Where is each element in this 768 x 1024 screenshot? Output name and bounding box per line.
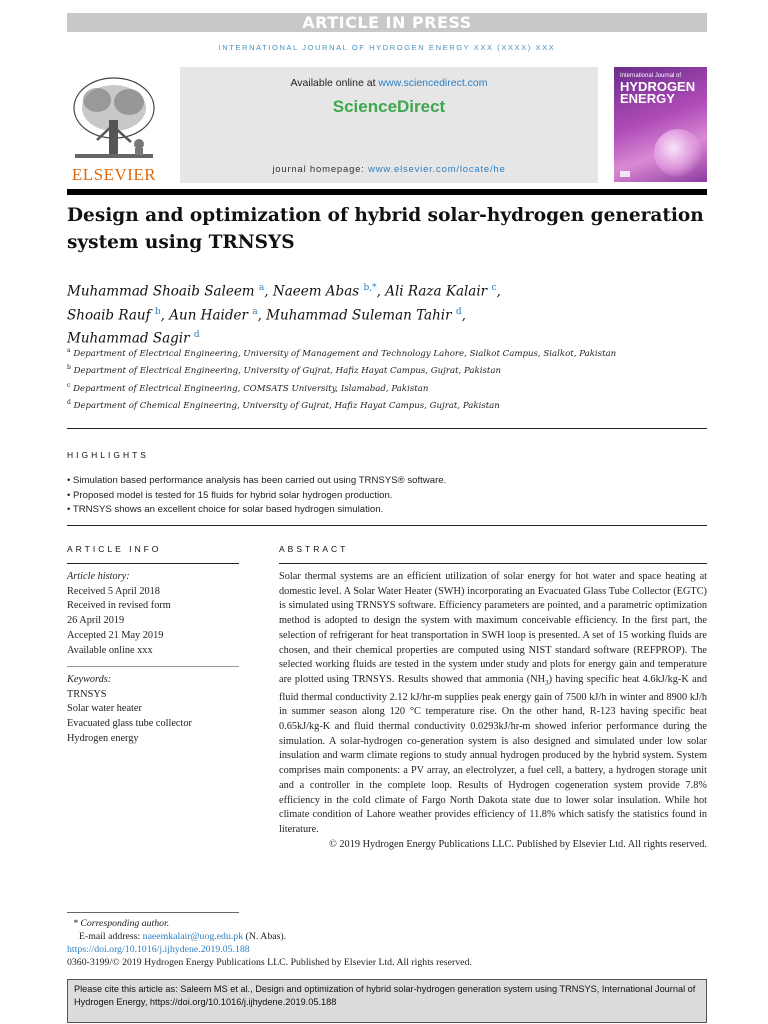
author-affil-mark[interactable]: b (154, 306, 161, 317)
highlight-item: • TRNSYS shows an excellent choice for solar based hydrogen simulation. (67, 504, 384, 516)
journal-homepage-link[interactable]: www.elsevier.com/locate/he (368, 164, 506, 175)
cover-title: HYDROGEN ENERGY (620, 79, 696, 106)
elsevier-wordmark: ELSEVIER (71, 165, 157, 184)
journal-cover-image (614, 67, 707, 182)
keyword[interactable]: TRNSYS (67, 688, 107, 700)
issn-line: 0360-3199/© 2019 Hydrogen Energy Publications LLC. Published by Elsevier Ltd. All rights reserved. (67, 957, 472, 968)
author-list: Muhammad Shoaib Saleem $^a$, Naeem Abas $^{b,*}$, Ali Raza Kalair $^c$, Shoaib Rauf $^b$, Aun Haider $^a$, Muhammad Suleman Tahir $^d$, Muhammad Sagir $^d$ (67, 283, 501, 347)
highlights-top-rule (67, 428, 707, 429)
history-item: Available online xxx (67, 644, 153, 656)
article-info-rule (67, 563, 239, 564)
author-affil-mark[interactable]: a (252, 306, 258, 317)
author-affil-mark[interactable]: d (193, 330, 200, 340)
author-affil-mark[interactable]: a (258, 283, 265, 293)
available-online: Available online at www.sciencedirect.com (290, 77, 488, 89)
author: Muhammad Shoaib Saleem (67, 283, 255, 300)
affiliation: $^d$ Department of Chemical Engineering, University of Gujrat, Hafiz Hayat Campus, Gujrat, Pakistan (67, 399, 500, 412)
author-affil-mark[interactable]: c (491, 283, 497, 293)
footnotes (67, 917, 707, 969)
keywords-label: Keywords: (67, 674, 112, 685)
history-item: Accepted 21 May 2019 (67, 629, 164, 641)
affiliations (67, 344, 707, 414)
abstract-rule (279, 563, 707, 564)
keywords (67, 673, 239, 747)
article-history (67, 570, 239, 658)
author: Shoaib Rauf (67, 307, 151, 323)
abstract-text: Solar thermal systems are an efficient utilization of solar energy for hot water and space heating at domestic level. A Solar Water Heater (SWH) incorporating an Evacuated Glass Tube Collector (EGTC) is simulated using TRNSYS software. Efficiency parameters are pointed, and a parametric optimization method is adopted to design the system with maximum conceivable efficiency. In the first part, the selection of refrigerant for heat transportation in SWH loop is presented. A set of 15 working fluids are chosen, and their chemical properties are computed using NIST standard software (REFPROP). The selected working fluids are tested in the system under study and plots for energy gain and temperature are plotted using TRNSYS. Results showed that ammonia $(NH_3)$ having specific heat 4.6kJ/kg-K and fluid thermal conductivity 2.12 kJ/hr-m supplies peak energy gain of 7500 kJ/h in winter and 8900 kJ/h in summer season along 120 °C temperature rise. On the other hand, R-123 having specific heat 0.65kJ/kg-K and fluid thermal conductivity 0.0293kJ/hr-m showed inferior performance during the simulation. A solar-hydrogen co-generation system is also designed and simulated under low solar insulation and warm climate regions to study annual hydrogen produced by the hybrid system. System comprises main components: a PV array, an electrolyzer, a fuel cell, a battery, a hydrogen storage unit and a controller in the complete loop. Results of Hydrogen cogeneration system provide 7.8% efficiency in the cold climate of Fargo North Dakota state due to lower solar insulation. While hot climate condition of Lahore weather provides efficiency of 11.8% which satisfy the statistics found in literature. (279, 571, 707, 835)
author-affil-mark[interactable]: b,* (363, 283, 377, 293)
citation-text: Please cite this article as: Saleem MS et al., Design and optimization of hybrid solar-hydrogen generation system using TRNSYS, International Journal of Hydrogen Energy, https://doi.org/10.1016/j.ijhydene.2019.05.188 (74, 984, 696, 1007)
keyword[interactable]: Evacuated glass tube collector (67, 718, 192, 730)
footnote-rule (67, 912, 239, 913)
cover-publisher-mark (620, 171, 630, 177)
affiliation: $^b$ Department of Electrical Engineering, University of Gujrat, Hafiz Hayat Campus, Gujrat, Pakistan (67, 364, 501, 377)
abstract-copyright: © 2019 Hydrogen Energy Publications LLC. Published by Elsevier Ltd. All rights reserved. (329, 838, 707, 850)
abstract-heading: ABSTRACT (279, 544, 349, 554)
journal-running-head: INTERNATIONAL JOURNAL OF HYDROGEN ENERGY XXX (XXXX) XXX (218, 43, 556, 52)
email-line: E-mail address: naeemkalair@uog.edu.pk (N. Abas). (79, 931, 287, 942)
header-rule (67, 189, 707, 195)
article-title: Design and optimization of hybrid solar-hydrogen generation system using TRNSYS (67, 205, 704, 253)
highlights-bottom-rule (67, 525, 707, 526)
history-item: Received 5 April 2018 (67, 585, 160, 597)
doi-link[interactable]: https://doi.org/10.1016/j.ijhydene.2019.05.188 (67, 944, 250, 955)
author: Ali Raza Kalair (385, 283, 488, 300)
history-item: Received in revised form (67, 600, 171, 612)
cover-graphic (654, 129, 702, 177)
keywords-rule (67, 666, 239, 667)
keyword[interactable]: Hydrogen energy (67, 732, 139, 744)
highlights-list (67, 474, 707, 518)
affiliation: $^c$ Department of Electrical Engineering, COMSATS University, Islamabad, Pakistan (67, 381, 429, 394)
author-affil-mark[interactable]: d (455, 306, 462, 317)
article-history-label: Article history: (67, 571, 130, 582)
sciencedirect-logo[interactable]: ScienceDirect (332, 97, 446, 116)
sciencedirect-link[interactable]: www.sciencedirect.com (378, 77, 488, 89)
article-in-press-banner: ARTICLE IN PRESS (67, 13, 707, 32)
highlights-heading: HIGHLIGHTS (67, 450, 149, 460)
highlight-item: • Proposed model is tested for 15 fluids for hybrid solar hydrogen production. (67, 489, 393, 501)
author: Muhammad Sagir (67, 330, 190, 347)
author: Aun Haider (169, 307, 248, 323)
keyword[interactable]: Solar water heater (67, 703, 142, 715)
affiliation: $^a$ Department of Electrical Engineering, University of Management and Technology Lahore, Sialkot Campus, Sialkot, Pakistan (67, 347, 617, 359)
highlight-item: • Simulation based performance analysis has been carried out using TRNSYS® software. (67, 475, 447, 486)
history-item: 26 April 2019 (67, 615, 125, 627)
abstract-body (279, 570, 707, 852)
journal-homepage: journal homepage: www.elsevier.com/locate/he (272, 164, 506, 175)
author: Muhammad Suleman Tahir (266, 307, 452, 323)
email-link[interactable]: naeemkalair@uog.edu.pk (142, 931, 244, 942)
corresponding-author-note: * Corresponding author. (73, 918, 170, 929)
cover-top-text: International Journal of (620, 73, 682, 79)
article-info-heading: ARTICLE INFO (67, 544, 162, 554)
author: Naeem Abas (272, 283, 360, 300)
